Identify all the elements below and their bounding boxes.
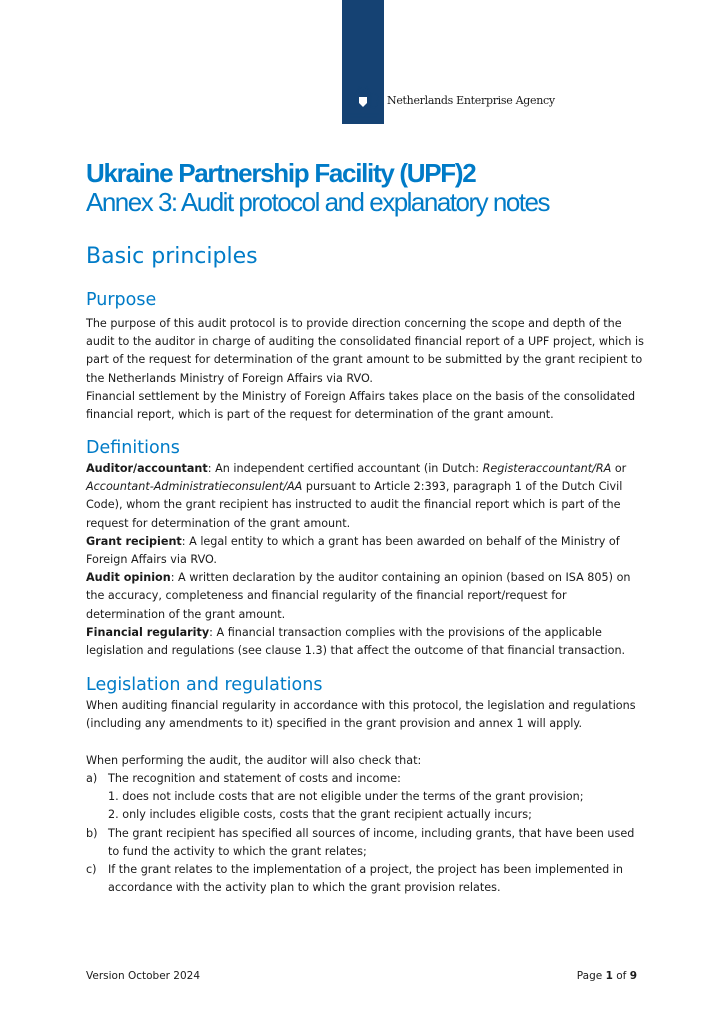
text-line: audit to the auditor in charge of auditing the consolidated financial report of a UPF project, which is	[86, 335, 644, 349]
list-item-b-cont: to fund the activity to which the grant relates;	[108, 845, 367, 858]
definition-auditor: Auditor/accountant: An independent certified accountant (in Dutch: Registeraccountant/RA or	[86, 462, 627, 475]
text-line: determination of the grant amount.	[86, 607, 286, 621]
term-grant-recipient: Grant recipient	[86, 534, 182, 548]
document-title: Ukraine Partnership Facility (UPF)2	[86, 158, 476, 188]
text-line: the accuracy, completeness and financial regularity of the financial report/request for	[86, 589, 567, 603]
text-line: legislation and regulations (see clause 1.3) that affect the outcome of that financial transaction.	[86, 644, 626, 658]
text-line: part of the request for determination of the grant amount to be submitted by the grant recipient to	[86, 353, 643, 367]
text-line: When performing the audit, the auditor will also check that:	[86, 753, 422, 767]
sub-item-1: 1. does not include costs that are not eligible under the terms of the grant provision;	[108, 790, 584, 803]
text-line: The purpose of this audit protocol is to provide direction concerning the scope and depth of the	[86, 317, 622, 330]
text-line: (including any amendments to it) specified in the grant provision and annex 1 will apply.	[86, 717, 583, 731]
footer-version: Version October 2024	[86, 970, 201, 982]
list-item-c-cont: accordance with the activity plan to which the grant provision relates.	[108, 881, 501, 894]
text-line: Code), whom the grant recipient has instructed to audit the financial report which is part of the	[86, 498, 621, 512]
text-line: the Netherlands Ministry of Foreign Affairs via RVO.	[86, 371, 373, 385]
term-audit-opinion: Audit opinion	[86, 571, 171, 585]
heading-definitions: Definitions	[86, 438, 180, 458]
term-financial-regularity: Financial regularity	[86, 625, 210, 639]
heading-legislation: Legislation and regulations	[86, 675, 323, 695]
list-item-a: The recognition and statement of costs and income:	[108, 772, 401, 785]
heading-purpose: Purpose	[86, 290, 157, 310]
term-auditor: Auditor/accountant	[86, 462, 208, 475]
text-line: request for determination of the grant amount.	[86, 516, 351, 530]
definition-grant-recipient: Grant recipient: A legal entity to which a grant has been awarded on behalf of the Ministry of	[86, 534, 620, 548]
section-heading-basic-principles: Basic principles	[86, 244, 258, 269]
purpose-text	[86, 315, 646, 424]
definition-audit-opinion: Audit opinion: A written declaration by the auditor containing an opinion (based on ISA 805) on	[86, 571, 631, 585]
list-marker-a: a)	[86, 772, 98, 785]
text-line: financial report, which is part of the request for determination of the grant amount.	[86, 408, 554, 422]
legislation-text	[86, 697, 646, 770]
footer-page-number: Page 1 of 9	[576, 970, 637, 982]
text-line: Financial settlement by the Ministry of Foreign Affairs takes place on the basis of the consolidated	[86, 389, 636, 403]
list-item-c: If the grant relates to the implementation of a project, the project has been implemented in	[108, 863, 623, 876]
definition-financial-regularity: Financial regularity: A financial transaction complies with the provisions of the applicable	[86, 625, 602, 639]
list-item-b: The grant recipient has specified all sources of income, including grants, that have been used	[108, 827, 635, 840]
list-marker-b: b)	[86, 827, 98, 840]
coat-of-arms-icon	[345, 85, 381, 119]
sub-item-2: 2. only includes eligible costs, costs that the grant recipient actually incurs;	[108, 808, 532, 821]
agency-name: Netherlands Enterprise Agency	[387, 94, 555, 107]
list-marker-c: c)	[86, 863, 97, 876]
text-line: Foreign Affairs via RVO.	[86, 553, 217, 567]
text-line: When auditing financial regularity in accordance with this protocol, the legislation and regulations	[86, 699, 636, 712]
definitions-text: Auditor/accountant: An independent certified accountant (in Dutch: Registeraccountant/RA or Accountant-Administratieconsulent/AA pursuant to Article 2:393, paragraph 1 of the Dutch Civil Code), whom the grant recipient has instructed to audit the financial report which is part of the request for determination of the grant amount. Grant recipient: A legal entity to which a grant has been awarded on behalf of the Ministry of Foreign Affairs via RVO. Audit opinion: A written declaration by the auditor containing an opinion (based on ISA 805) on the accuracy, completeness and financial regularity of the financial report/request for determination of the grant amount. Financial regularity: A financial transaction complies with the provisions of the applicable legislation and regulations (see clause 1.3) that affect the outcome of that financial transaction.	[86, 460, 646, 660]
document-subtitle: Annex 3: Audit protocol and explanatory notes	[86, 187, 549, 217]
